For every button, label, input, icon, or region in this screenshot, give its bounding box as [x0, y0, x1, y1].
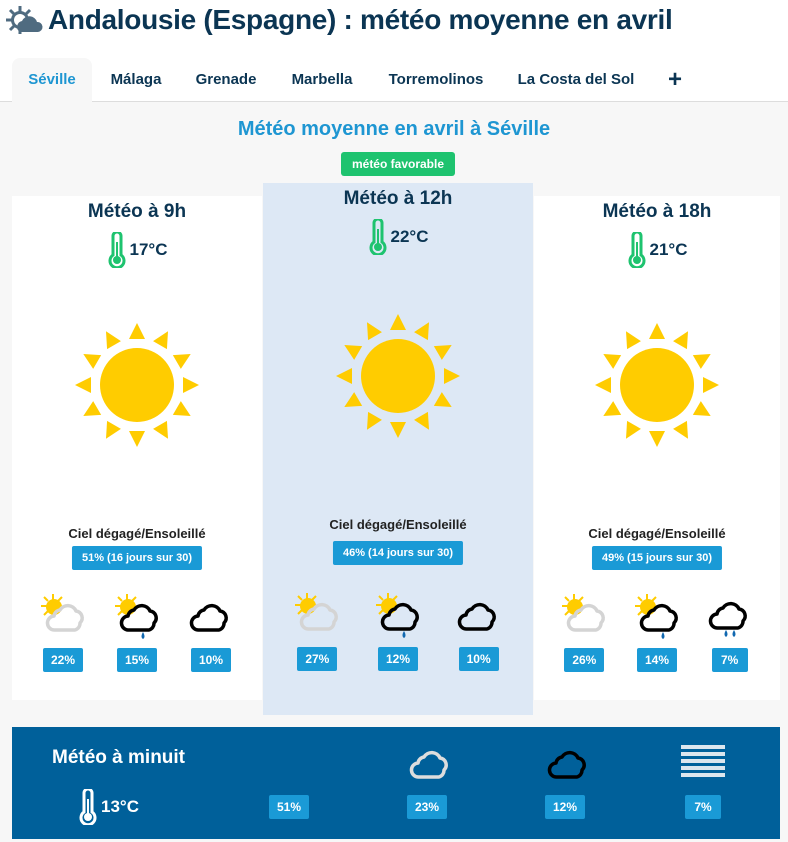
column-title: Météo à 18h — [602, 201, 712, 222]
column-title: Météo à 9h — [87, 201, 187, 222]
thermometer-icon — [368, 219, 388, 255]
temp-value: 21°C — [649, 240, 688, 259]
midnight-title: Météo à minuit — [52, 747, 186, 768]
section-title: Météo moyenne en avril à Séville — [237, 118, 551, 140]
midnight-condition — [244, 737, 334, 819]
probability-badge: 7% — [712, 648, 748, 672]
tab-grenade[interactable]: Grenade — [195, 71, 257, 88]
moon-cloud-icon — [403, 737, 451, 785]
tab-malaga[interactable]: Málaga — [110, 71, 162, 88]
midnight-condition — [520, 737, 610, 819]
tab-marbella[interactable]: Marbella — [291, 71, 353, 88]
alt-conditions — [12, 592, 262, 672]
probability-badge: 14% — [637, 648, 677, 672]
probability-badge: 51% — [269, 795, 309, 819]
alt-conditions — [534, 592, 780, 672]
midnight-panel — [12, 727, 780, 839]
probability-badge: 12% — [378, 647, 418, 671]
temperature — [12, 232, 262, 268]
cloud-heavy-rain-icon — [706, 592, 754, 640]
condition-stat-badge: 49% (15 jours sur 30) — [592, 546, 722, 570]
alt-condition — [181, 592, 241, 672]
thermometer-icon — [107, 232, 127, 268]
page-title: Andalousie (Espagne) : météo moyenne en avril — [48, 4, 673, 35]
tab-costa-del-sol[interactable]: La Costa del Sol — [517, 71, 635, 88]
temp-value: 22°C — [390, 227, 429, 246]
midnight-temp — [78, 789, 139, 825]
condition-label: Ciel dégagé/Ensoleillé — [68, 526, 206, 541]
probability-badge: 26% — [564, 648, 604, 672]
condition-label: Ciel dégagé/Ensoleillé — [329, 517, 467, 532]
probability-badge: 15% — [117, 648, 157, 672]
temperature — [263, 219, 533, 255]
sun-icon — [73, 321, 201, 449]
probability-badge: 10% — [191, 648, 231, 672]
probability-badge: 23% — [407, 795, 447, 819]
add-tab-button[interactable]: + — [667, 66, 682, 93]
probability-badge: 7% — [685, 795, 721, 819]
temperature — [534, 232, 780, 268]
moon-cloud-dark-icon — [541, 737, 589, 785]
sun-cloud-rain-icon — [633, 592, 681, 640]
alt-condition — [287, 591, 347, 671]
alt-condition — [449, 591, 509, 671]
cloud-icon — [455, 591, 503, 639]
alt-condition — [554, 592, 614, 672]
probability-badge: 12% — [545, 795, 585, 819]
probability-badge: 27% — [297, 647, 337, 671]
column-title: Météo à 12h — [343, 188, 453, 209]
thermometer-icon — [627, 232, 647, 268]
probability-badge: 22% — [43, 648, 83, 672]
favorable-badge: météo favorable — [341, 152, 455, 176]
alt-conditions — [263, 591, 533, 671]
alt-condition — [33, 592, 93, 672]
sun-cloud-light-icon — [39, 592, 87, 640]
condition-stat-badge: 51% (16 jours sur 30) — [72, 546, 202, 570]
probability-badge: 10% — [459, 647, 499, 671]
alt-condition — [700, 592, 760, 672]
alt-condition — [627, 592, 687, 672]
tab-seville[interactable]: Séville — [12, 58, 92, 102]
thermometer-icon — [78, 789, 98, 825]
temp-value: 17°C — [129, 240, 168, 259]
sun-icon — [593, 321, 721, 449]
condition-stat-badge: 46% (14 jours sur 30) — [333, 541, 463, 565]
sun-cloud-rain-icon — [374, 591, 422, 639]
cloud-icon — [187, 592, 235, 640]
midnight-title-row — [28, 747, 185, 769]
sun-cloud-light-icon — [293, 591, 341, 639]
forecast-column — [534, 196, 780, 700]
moon-icon — [265, 737, 313, 785]
tab-torremolinos[interactable]: Torremolinos — [388, 71, 484, 88]
sun-cloud-rain-icon — [113, 592, 161, 640]
sun-cloud-icon — [6, 6, 46, 38]
alt-condition — [107, 592, 167, 672]
header — [0, 0, 788, 58]
sun-cloud-light-icon — [560, 592, 608, 640]
sun-icon — [334, 312, 462, 440]
moon-icon — [28, 747, 46, 769]
forecast-column — [12, 196, 262, 700]
fog-icon — [679, 737, 727, 785]
city-tabs — [0, 58, 788, 102]
forecast-column — [263, 183, 533, 715]
temp-value: 13°C — [101, 797, 139, 816]
midnight-condition — [382, 737, 472, 819]
alt-condition — [368, 591, 428, 671]
condition-label: Ciel dégagé/Ensoleillé — [588, 526, 726, 541]
midnight-condition — [658, 737, 748, 819]
